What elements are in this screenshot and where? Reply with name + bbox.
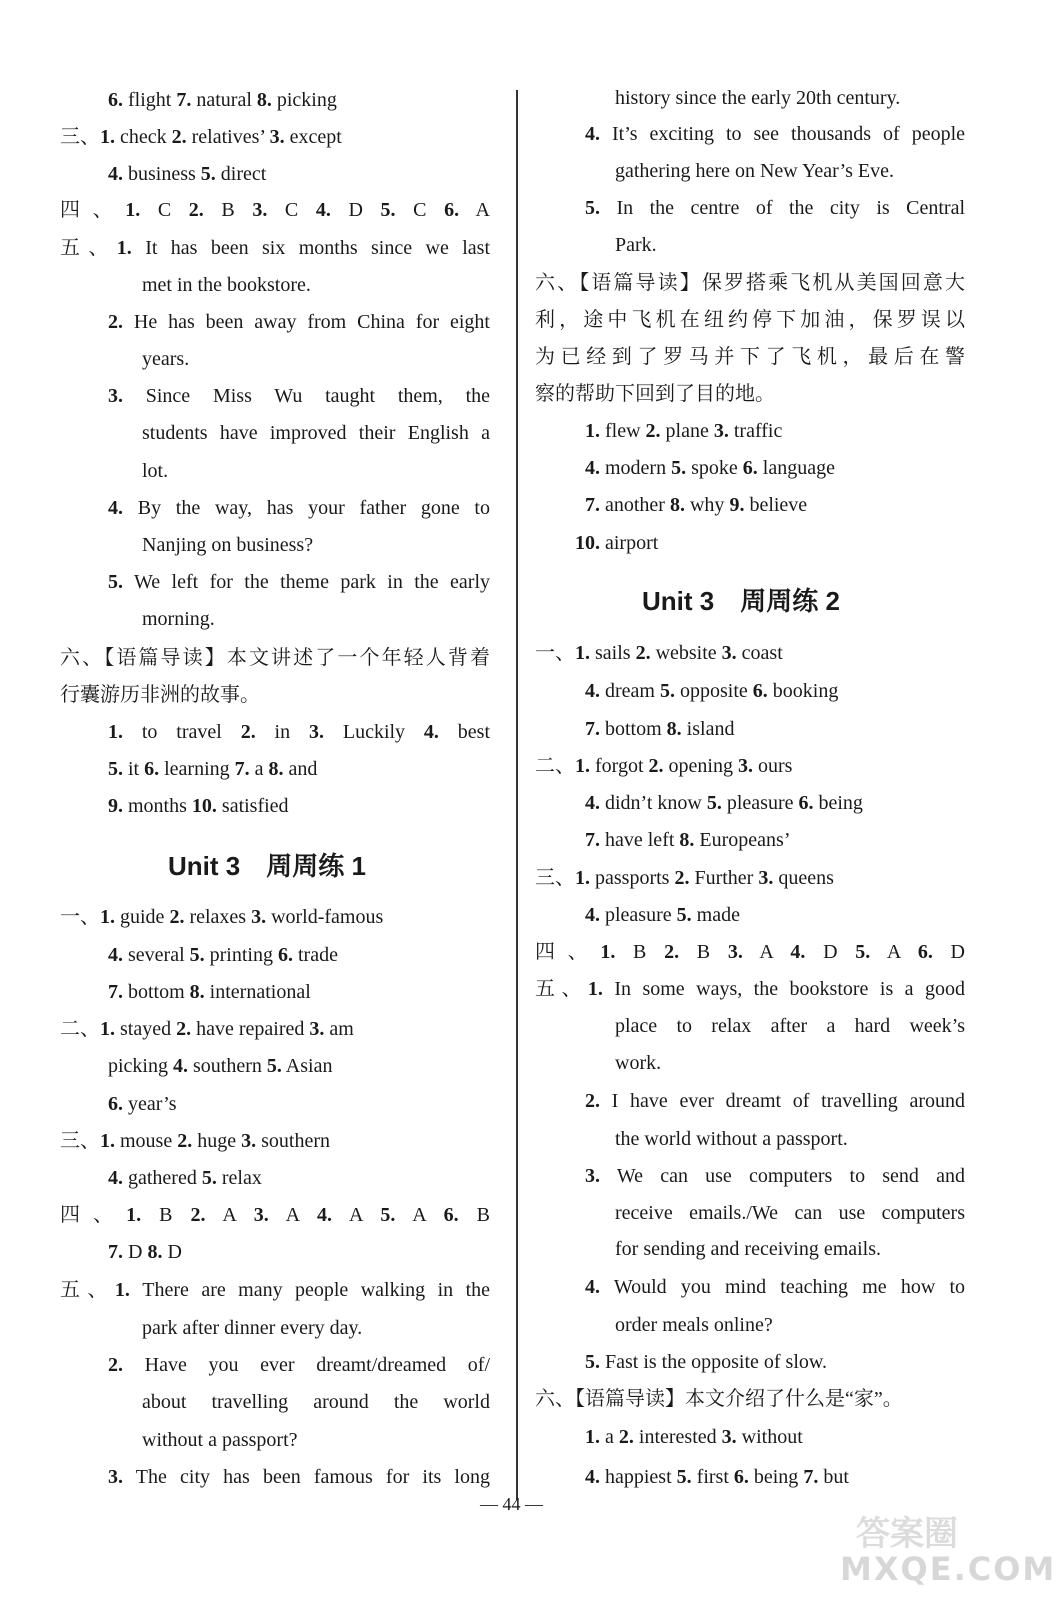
answer-line: 3. The city has been famous for its long [108, 1466, 490, 1488]
answer-line: 一、1. sails 2. website 3. coast [535, 642, 783, 664]
answer-line: 五、1. It has been six months since we last [60, 237, 491, 259]
answer-line: 5. In the centre of the city is Central [585, 197, 965, 219]
answer-line: 四、1. B 2. B 3. A 4. D 5. A 6. D [535, 941, 965, 963]
answer-line: met in the bookstore. [142, 274, 311, 296]
answer-line: 5. it 6. learning 7. a 8. and [108, 758, 318, 780]
answer-line: order meals online? [615, 1314, 773, 1336]
answer-line: 4. business 5. direct [108, 163, 267, 185]
answer-line: 为已经到了罗马并下了飞机，最后在警 [535, 346, 965, 368]
answer-line: Park. [615, 234, 657, 256]
answer-line: 二、1. stayed 2. have repaired 3. am [60, 1018, 354, 1040]
answer-line: place to relax after a hard week’s [615, 1015, 965, 1037]
answer-line: about travelling around the world [142, 1391, 490, 1413]
answer-line: 4. dream 5. opposite 6. booking [585, 680, 839, 702]
answer-line: 7. have left 8. Europeans’ [585, 829, 791, 851]
answer-line: work. [615, 1052, 662, 1074]
answer-line: 4. gathered 5. relax [108, 1167, 262, 1189]
section-title: Unit 3 周周练 1 [168, 851, 366, 881]
answer-line: 1. flew 2. plane 3. traffic [585, 420, 783, 442]
answer-line: 7. bottom 8. island [585, 718, 735, 740]
answer-line: 1. to travel 2. in 3. Luckily 4. best [108, 721, 491, 743]
answer-line: receive emails./We can use computers [615, 1202, 965, 1224]
answer-line: the world without a passport. [615, 1128, 848, 1150]
answer-line: morning. [142, 608, 215, 630]
answer-line: 6. flight 7. natural 8. picking [108, 89, 337, 111]
answer-line: students have improved their English a [142, 422, 490, 444]
answer-line: 四、1. B 2. A 3. A 4. A 5. A 6. B [60, 1204, 491, 1226]
answer-line: 2. He has been away from China for eight [108, 311, 490, 333]
watermark-logo [830, 1506, 1056, 1598]
answer-line: 三、1. check 2. relatives’ 3. except [60, 126, 342, 148]
answer-line: 1. a 2. interested 3. without [585, 1426, 803, 1448]
answer-line: 7. D 8. D [108, 1241, 182, 1263]
answer-line: 4. modern 5. spoke 6. language [585, 457, 835, 479]
answer-line: 六、【语篇导读】保罗搭乘飞机从美国回意大 [535, 272, 965, 294]
answer-line: 一、1. guide 2. relaxes 3. world-famous [60, 906, 384, 928]
answer-line: history since the early 20th century. [615, 87, 901, 109]
answer-line: 二、1. forgot 2. opening 3. ours [535, 755, 793, 777]
watermark-bottom: MXQE.COM [840, 1550, 1056, 1588]
answer-line: 四、1. C 2. B 3. C 4. D 5. C 6. A [60, 199, 491, 221]
answer-line: 4. Would you mind teaching me how to [585, 1276, 965, 1298]
answer-line: 4. It’s exciting to see thousands of people [585, 123, 965, 145]
answer-line: for sending and receiving emails. [615, 1238, 882, 1260]
page-number: — 44 — [480, 1494, 543, 1514]
answer-line: 六、【语篇导读】本文介绍了什么是“家”。 [535, 1388, 903, 1410]
answer-line: 2. I have ever dreamt of travelling around [585, 1090, 965, 1112]
answer-line: 行囊游历非洲的故事。 [60, 684, 260, 706]
answer-line: 2. Have you ever dreamt/dreamed of/ [108, 1354, 490, 1376]
answer-line: 3. Since Miss Wu taught them, the [108, 385, 490, 407]
answer-line: without a passport? [142, 1429, 298, 1451]
answer-line: 7. another 8. why 9. believe [585, 494, 808, 516]
answer-line: 4. pleasure 5. made [585, 904, 740, 926]
answer-line: 10. airport [575, 532, 659, 554]
answer-line: 五、1. In some ways, the bookstore is a good [535, 978, 966, 1000]
answer-line: years. [142, 348, 190, 370]
answer-line: 9. months 10. satisfied [108, 795, 289, 817]
answer-line: 3. We can use computers to send and [585, 1165, 965, 1187]
column-divider [516, 90, 518, 1500]
answer-line: 三、1. mouse 2. huge 3. southern [60, 1130, 330, 1152]
answer-line: Nanjing on business? [142, 534, 314, 556]
section-title: Unit 3 周周练 2 [642, 586, 840, 616]
answer-line: 4. several 5. printing 6. trade [108, 944, 338, 966]
answer-line: 三、1. passports 2. Further 3. queens [535, 867, 834, 889]
answer-line: 利，途中飞机在纽约停下加油，保罗误以 [535, 309, 965, 331]
answer-line: 5. We left for the theme park in the early [108, 571, 490, 593]
watermark-top: 答案圈 [856, 1514, 958, 1554]
answer-line: 4. happiest 5. first 6. being 7. but [585, 1466, 849, 1488]
answer-line: park after dinner every day. [142, 1317, 363, 1339]
answer-line: picking 4. southern 5. Asian [108, 1055, 333, 1077]
answer-line: 6. year’s [108, 1093, 177, 1115]
answer-line: lot. [142, 460, 169, 482]
answer-line: 4. By the way, has your father gone to [108, 497, 490, 519]
answer-line: gathering here on New Year’s Eve. [615, 160, 894, 182]
answer-line: 五、1. There are many people walking in the [60, 1279, 490, 1301]
answer-line: 4. didn’t know 5. pleasure 6. being [585, 792, 863, 814]
answer-line: 7. bottom 8. international [108, 981, 311, 1003]
answer-line: 5. Fast is the opposite of slow. [585, 1351, 828, 1373]
answer-line: 察的帮助下回到了目的地。 [535, 383, 775, 405]
answer-line: 六、【语篇导读】本文讲述了一个年轻人背着 [60, 647, 490, 669]
